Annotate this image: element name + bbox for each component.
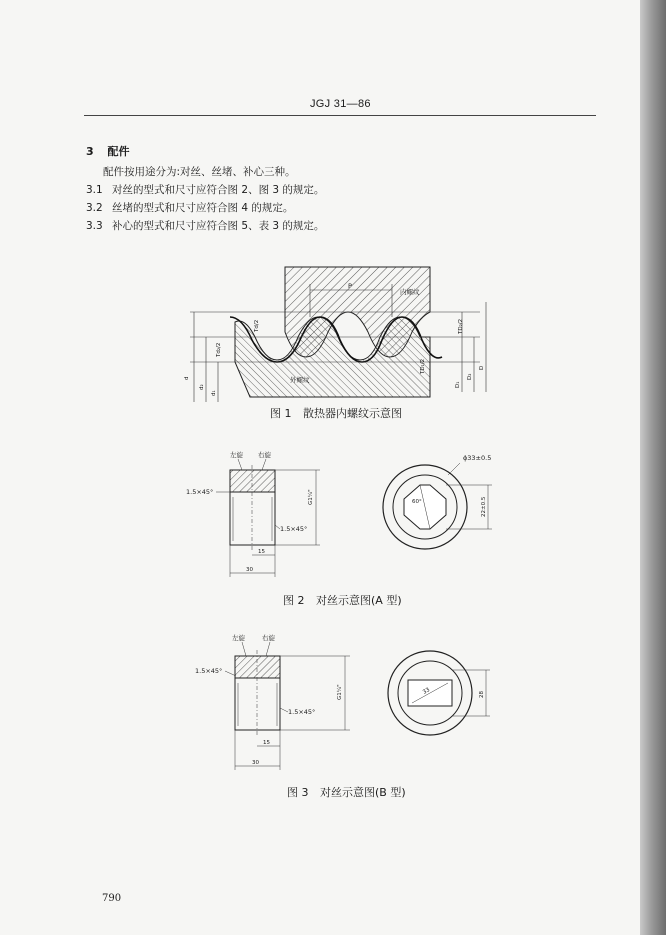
label-dim-15: 15 — [263, 740, 270, 746]
figure1-thread-diagram — [180, 262, 500, 412]
clause-text: 丝堵的型式和尺寸应符合图 4 的规定。 — [112, 202, 294, 214]
figure3-coupling-type-b — [190, 628, 520, 778]
label-diag: 33 — [422, 687, 432, 696]
label-D1: D₁ — [455, 381, 461, 388]
caption-text: 对丝示意图(B 型) — [320, 786, 406, 799]
label-dim-30: 30 — [252, 760, 259, 766]
page-number: 790 — [102, 893, 122, 904]
caption-number: 图 2 — [283, 594, 305, 607]
label-Td2-half: Td₂/2 — [216, 342, 222, 357]
label-diameter: ϕ33±0.5 — [463, 454, 492, 462]
label-pitch: P — [348, 282, 352, 290]
clause-item — [86, 182, 324, 197]
label-d: d — [184, 376, 190, 380]
label-TD2-half: TD₂/2 — [458, 318, 464, 334]
figure3-caption — [287, 784, 406, 800]
label-chamfer-top: 1.5×45° — [195, 667, 223, 675]
label-thread-size: G1¼" — [337, 684, 343, 700]
clause-text: 补心的型式和尺寸应符合图 5、表 3 的规定。 — [112, 220, 325, 232]
label-width: 22±0.5 — [481, 496, 487, 517]
section-intro: 配件按用途分为:对丝、丝堵、补心三种。 — [103, 166, 296, 178]
caption-number: 图 1 — [270, 407, 292, 420]
section-heading — [86, 143, 130, 159]
caption-text: 散热器内螺纹示意图 — [303, 407, 402, 420]
standard-header: JGJ 31—86 — [310, 98, 371, 110]
caption-number: 图 3 — [287, 786, 309, 799]
label-right-hand: 右旋 — [262, 634, 275, 642]
clause-item — [86, 218, 324, 233]
clause-number: 3.3 — [86, 220, 103, 232]
label-dim-15: 15 — [258, 549, 265, 555]
clause-number: 3.1 — [86, 184, 103, 196]
label-Td-half: Td/2 — [254, 319, 260, 332]
figure2-caption — [283, 592, 402, 608]
section-number: 3 — [86, 145, 94, 158]
label-D2: D₂ — [467, 373, 473, 380]
label-right-hand: 右旋 — [258, 451, 271, 459]
label-angle: 60° — [412, 499, 422, 505]
figure1-caption — [270, 405, 402, 421]
label-external-thread: 外螺纹 — [290, 376, 310, 384]
section-title: 配件 — [107, 145, 130, 158]
label-chamfer-bottom: 1.5×45° — [280, 525, 308, 533]
figure2-coupling-type-a — [180, 445, 520, 585]
clause-item — [86, 200, 293, 215]
label-chamfer-top: 1.5×45° — [186, 488, 214, 496]
label-left-hand: 左旋 — [232, 634, 245, 642]
caption-text: 对丝示意图(A 型) — [316, 594, 402, 607]
book-spine-edge — [640, 0, 666, 935]
clause-text: 对丝的型式和尺寸应符合图 2、图 3 的规定。 — [112, 184, 325, 196]
label-d1: d₁ — [211, 390, 217, 396]
clause-number: 3.2 — [86, 202, 103, 214]
label-dim-30: 30 — [246, 567, 253, 573]
label-thread-size: G1¼" — [308, 489, 314, 505]
label-D: D — [479, 365, 485, 370]
label-internal-thread: 内螺纹 — [400, 288, 420, 296]
label-TD1-half: TD₁/2 — [420, 358, 426, 374]
label-chamfer-bottom: 1.5×45° — [288, 708, 316, 716]
header-rule — [84, 115, 596, 116]
label-across-flats: 28 — [479, 691, 485, 698]
label-left-hand: 左旋 — [230, 451, 243, 459]
label-d2: d₂ — [199, 384, 205, 390]
